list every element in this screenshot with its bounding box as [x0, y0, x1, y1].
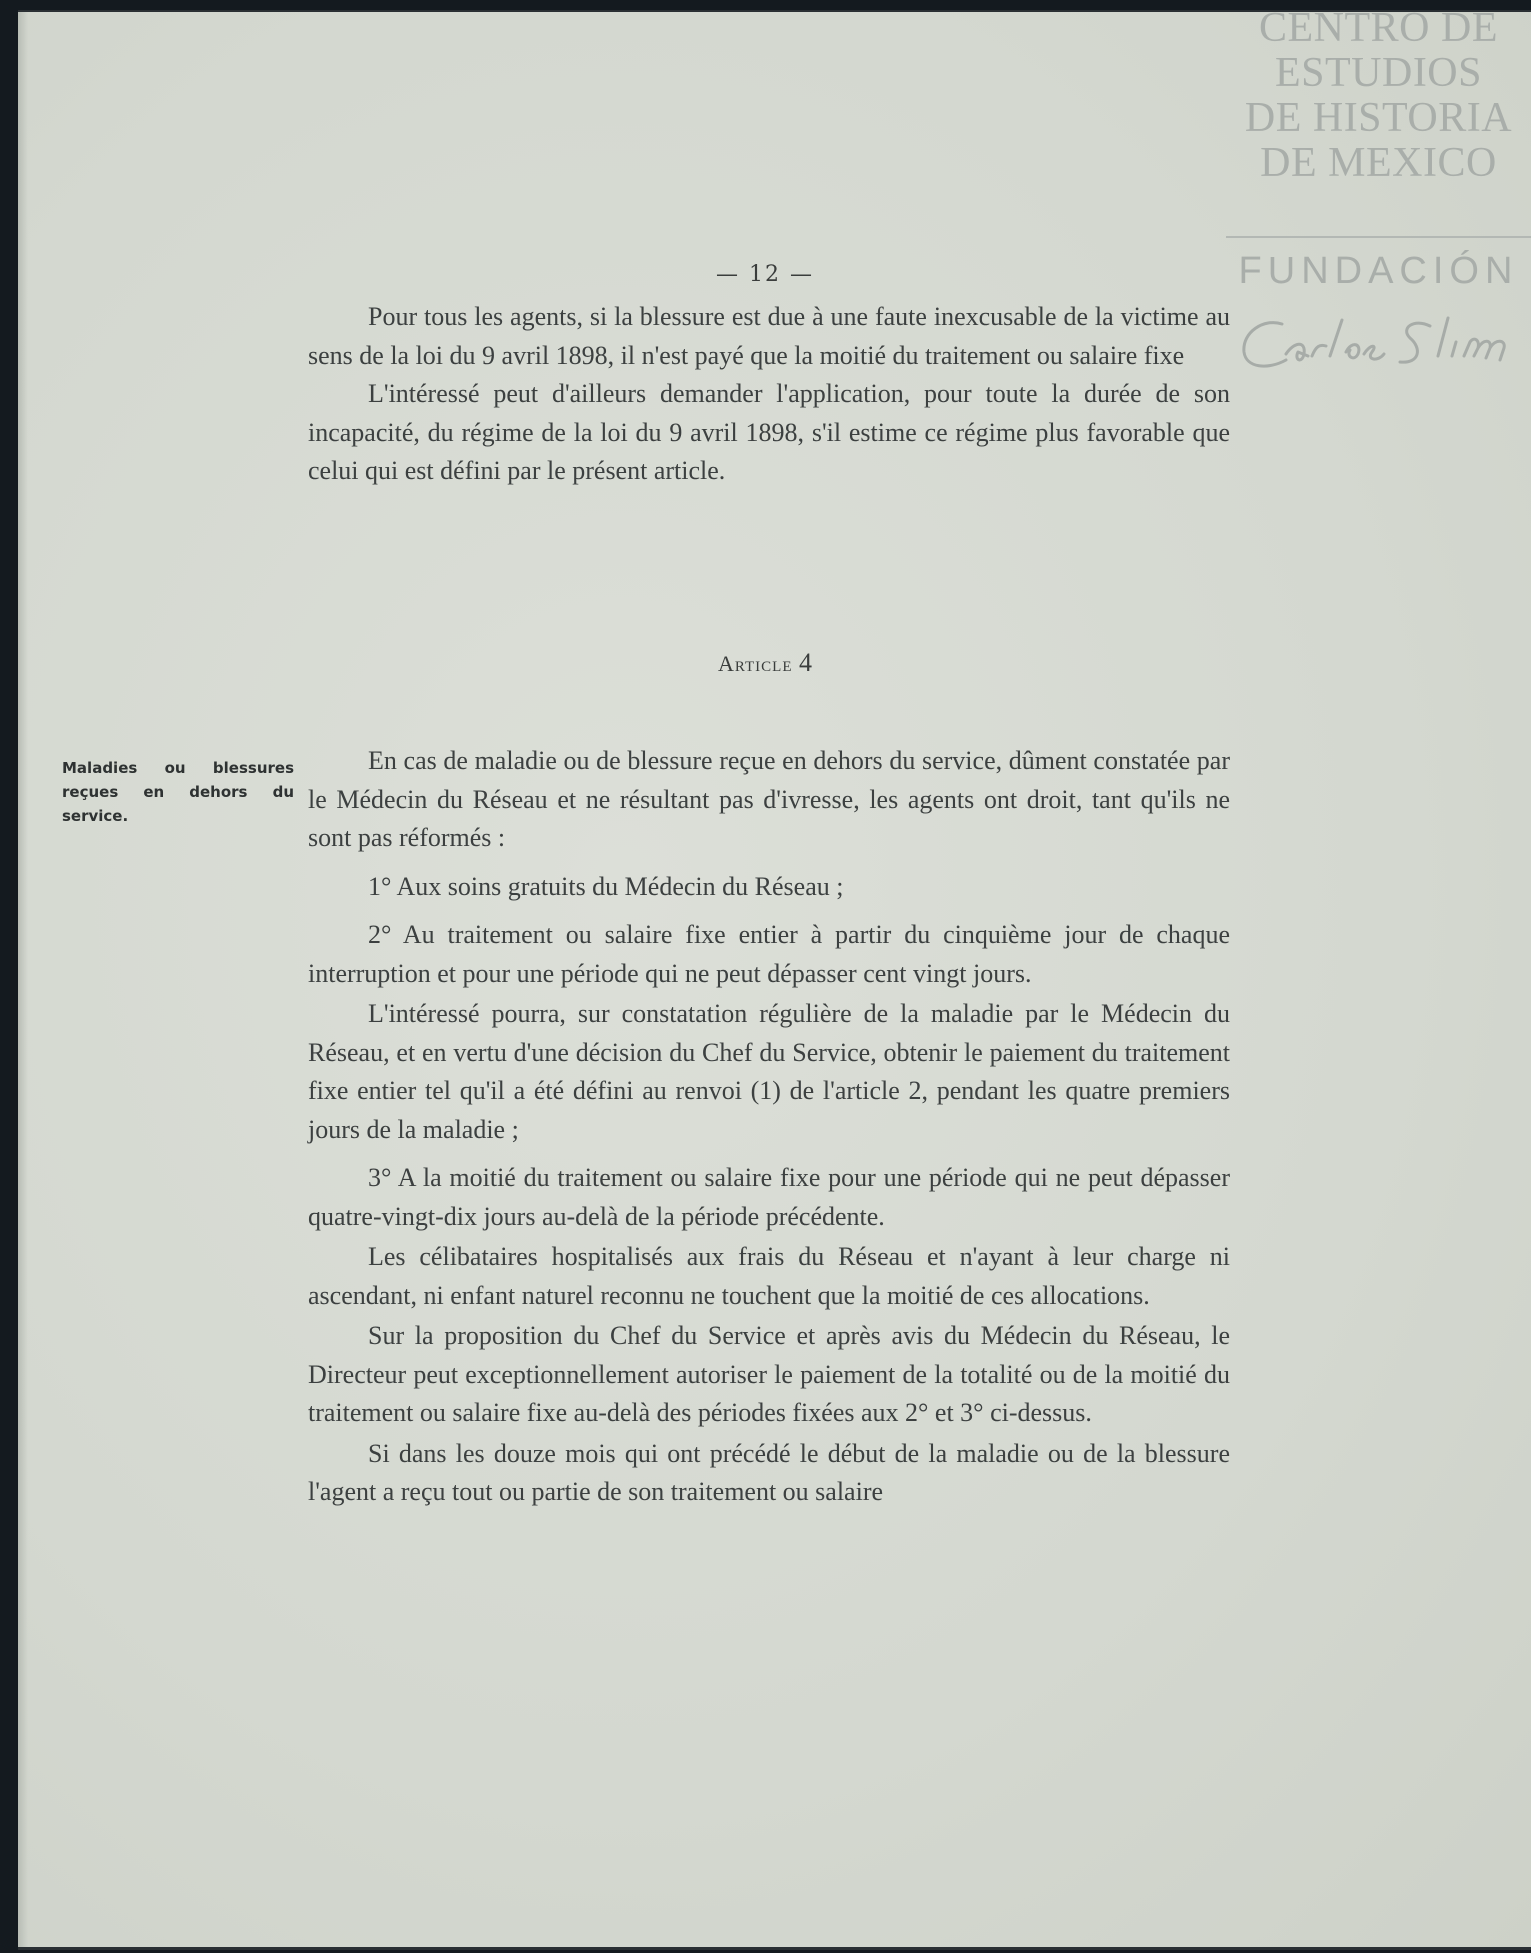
paragraph: L'intéressé pourra, sur constatation régulière de la maladie par le Médecin du Réseau, et en vertu d'une décision du Chef du Service, obtenir le paiement du traitement fixe entier tel qu'il a été défini au renvoi (1) de l'article 2, pendant les quatre premiers jours de la maladie ;: [308, 999, 1230, 1144]
paragraph: Si dans les douze mois qui ont précédé le début de la maladie ou de la blessure l'agent a reçu tout ou partie de son traitement ou salaire: [308, 1438, 1230, 1506]
article-number: 4: [798, 648, 813, 677]
watermark-line: DE MEXICO: [1260, 140, 1497, 186]
article-label: Article: [718, 651, 793, 676]
watermark-line: DE HISTORIA: [1244, 95, 1513, 141]
list-item: 2° Au traitement ou salaire fixe entier à partir du cinquième jour de chaque interruption et pour une période qui ne peut dépasser cent vingt jours.: [308, 920, 1230, 988]
paragraph: Les célibataires hospitalisés aux frais du Réseau et n'ayant à leur charge ni ascendant, ni enfant naturel reconnu ne touchent que la moitié de ces allocations.: [308, 1242, 1230, 1310]
archive-watermark: [1226, 0, 1531, 375]
page-number: — 12 —: [716, 262, 814, 287]
paragraph: En cas de maladie ou de blessure reçue en dehors du service, dûment constatée par le Médecin du Réseau et ne résultant pas d'ivresse, les agents ont droit, tant qu'ils ne sont pas réformés :: [308, 746, 1230, 852]
watermark-line: ESTUDIOS: [1274, 50, 1482, 96]
list-item: 3° A la moitié du traitement ou salaire fixe pour une période qui ne peut dépasser quatre-vingt-dix jours au-delà de la période précédente.: [308, 1163, 1230, 1231]
margin-note: Maladies ou blessures reçues en dehors du service.: [62, 759, 294, 825]
article-heading: [0, 648, 1531, 678]
watermark-fundacion: FUNDACIÓN: [1238, 250, 1519, 292]
watermark-signature: [1234, 310, 1531, 380]
watermark-institution: [1226, 6, 1531, 186]
list-item: 1° Aux soins gratuits du Médecin du Réseau ;: [368, 871, 844, 901]
article-4-text: [308, 742, 1230, 1514]
watermark-line: CENTRO DE: [1259, 5, 1498, 51]
preceding-article-text: [308, 298, 1230, 491]
paragraph: L'intéressé peut d'ailleurs demander l'application, pour toute la durée de son incapacité, du régime de la loi du 9 avril 1898, s'il estime ce régime plus favorable que celui qui est défini par le présent article.: [308, 379, 1230, 485]
paragraph: Sur la proposition du Chef du Service et après avis du Médecin du Réseau, le Directeur peut exceptionnellement autoriser le paiement de la totalité ou de la moitié du traitement ou salaire fixe au-delà des périodes fixées aux 2° et 3° ci-dessus.: [308, 1321, 1230, 1427]
watermark-divider: [1226, 236, 1531, 238]
paragraph: Pour tous les agents, si la blessure est due à une faute inexcusable de la victime au sens de la loi du 9 avril 1898, il n'est payé que la moitié du traitement ou salaire fixe: [308, 302, 1230, 370]
